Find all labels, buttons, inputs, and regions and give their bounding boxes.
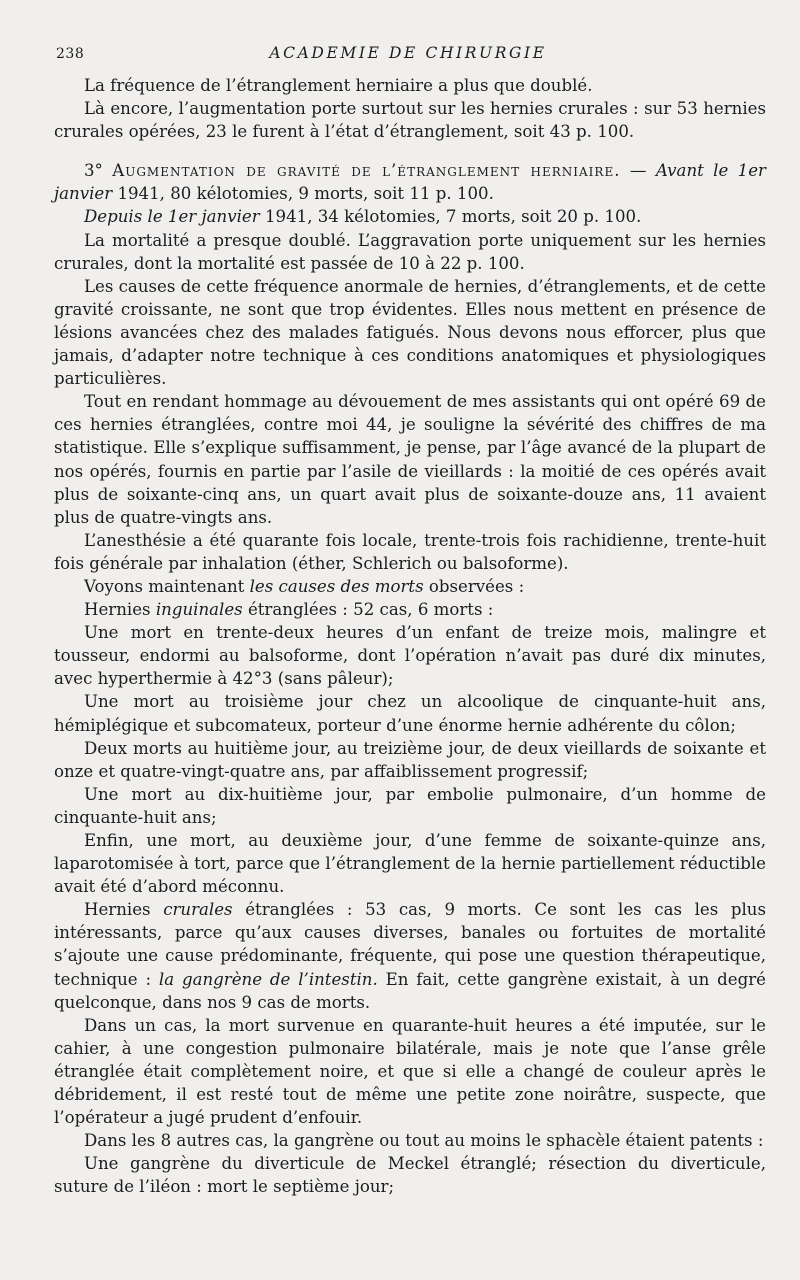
- paragraph: [54, 575, 766, 598]
- text-segment: Tout en rendant hommage au dévouement de mes assistants qui ont opéré 69 de ces hernies étranglées, contre moi 44, je souligne la sévérité des chiffres de ma statistique. Elle s’explique suffisamment, je pense, par l’âge avancé de la plupart de nos opérés, fournis en partie par l’asile de vieillards : la moitié de ces opérés avait plus de soixante-cinq ans, un quart avait plus de soixante-douze ans, 11 avaient plus de quatre-vingts ans.: [54, 392, 766, 527]
- text-segment: observées :: [423, 576, 525, 596]
- text-segment: Depuis le 1er janvier: [84, 207, 260, 227]
- text-segment: Voyons maintenant: [84, 576, 250, 596]
- text-segment: 1941, 34 kélotomies, 7 morts, soit 20 p. 100.: [259, 207, 642, 227]
- paragraph: [54, 598, 766, 621]
- text-segment: crurales: [163, 900, 233, 920]
- text-segment: Les causes de cette fréquence anormale de hernies, d’étranglements, et de cette gravité croissante, ne sont que trop évidentes. Elles nous mettent en présence de lésions avancées chez des malades fatigués. Nous devons nous efforcer, plus que jamais, d’adapter notre technique à ces conditions anatomiques et physiologiques particulières.: [54, 276, 766, 389]
- paragraph: [54, 1014, 766, 1129]
- text-segment: Enfin, une mort, au deuxième jour, d’une femme de soixante-quinze ans, laparotomisée à tort, parce que l’étranglement de la hernie partiellement réductible avait été d’abord méconnu.: [54, 831, 766, 897]
- paragraph: [54, 205, 766, 228]
- paragraph: [54, 1129, 766, 1152]
- page-number: 238: [56, 46, 85, 62]
- paragraph: [54, 74, 766, 97]
- text-segment: En fait, cette gangrène existait, à un degré quelconque, dans nos 9 cas de morts.: [54, 969, 767, 1012]
- text-segment: 3°: [84, 161, 113, 181]
- paragraph: [54, 1152, 766, 1198]
- paragraph: [54, 690, 766, 736]
- paragraph: [54, 97, 766, 143]
- text-segment: Dans un cas, la mort survenue en quarante-huit heures a été imputée, sur le cahier, à une congestion pulmonaire bilatérale, mais je note que l’anse grêle étranglée était complètement noire, et que si elle a changé de couleur après le débridement, il est resté tout de même une petite zone noirâtre, suspecte, que l’opérateur a jugé prudent d’enfouir.: [54, 1015, 766, 1128]
- page-header: [56, 44, 760, 64]
- text-segment: Une mort au troisième jour chez un alcoolique de cinquante-huit ans, hémiplégique et subcomateux, porteur d’une énorme hernie adhérente du côlon;: [54, 692, 766, 735]
- text-segment: —: [620, 161, 656, 181]
- text-segment: Deux morts au huitième jour, au treizième jour, de deux vieillards de soixante et onze et quatre-vingt-quatre ans, par affaiblissement progressif;: [54, 738, 766, 781]
- paragraph: [54, 529, 766, 575]
- text-segment: Augmentation de gravité de l’étranglement herniaire.: [112, 161, 621, 181]
- paragraph: [54, 737, 766, 783]
- text-segment: La mortalité a presque doublé. L’aggravation porte uniquement sur les hernies crurales, dont la mortalité est passée de 10 à 22 p. 100.: [54, 230, 766, 273]
- text-segment: 1941, 80 kélotomies, 9 morts, soit 11 p. 100.: [112, 184, 494, 204]
- text-segment: Une mort au dix-huitième jour, par embolie pulmonaire, d’un homme de cinquante-huit ans;: [54, 784, 766, 827]
- text-segment: étranglées : 53 cas, 9 morts. Ce sont les cas les plus intéressants, parce qu’aux causes diverses, banales ou fortuites de mortalité s’ajoute une cause prédominante, fréquente, qui pose une question thérapeutique, technique :: [54, 900, 766, 989]
- text-segment: Une mort en trente-deux heures d’un enfant de treize mois, malingre et tousseur, endormi au balsoforme, dont l’opération n’avait pas duré dix minutes, avec hyperthermie à 42°3 (sans pâleur);: [54, 623, 766, 689]
- paragraph: [54, 390, 766, 529]
- body-text: [54, 74, 766, 1199]
- paragraph: [54, 621, 766, 690]
- paragraph: [54, 229, 766, 275]
- text-segment: étranglées : 52 cas, 6 morts :: [242, 600, 494, 620]
- running-title: ACADEMIE DE CHIRURGIE: [269, 44, 547, 62]
- paragraph: [54, 829, 766, 898]
- text-segment: Dans les 8 autres cas, la gangrène ou tout au moins le sphacèle étaient patents :: [84, 1131, 764, 1151]
- text-segment: Hernies: [84, 900, 164, 920]
- paragraph: [54, 275, 766, 390]
- text-segment: inguinales: [155, 600, 243, 620]
- text-segment: les causes des morts: [249, 576, 424, 596]
- text-segment: La fréquence de l’étranglement herniaire a plus que doublé.: [84, 76, 593, 95]
- text-segment: Avant le 1er janvier: [54, 161, 766, 204]
- section-heading-paragraph: [54, 159, 766, 205]
- text-segment: Une gangrène du diverticule de Meckel étranglé; résection du diverticule, suture de l’iléon : mort le septième jour;: [54, 1154, 766, 1197]
- text-segment: Hernies: [84, 600, 156, 620]
- paragraph: [54, 783, 766, 829]
- text-segment: Là encore, l’augmentation porte surtout sur les hernies crurales : sur 53 hernies crurales opérées, 23 le furent à l’état d’étranglement, soit 43 p. 100.: [54, 99, 766, 142]
- text-segment: la gangrène de l’intestin.: [158, 969, 378, 989]
- text-segment: L’anesthésie a été quarante fois locale, trente-trois fois rachidienne, trente-huit fois générale par inhalation (éther, Schlerich ou balsoforme).: [54, 530, 766, 573]
- paragraph: [54, 898, 766, 1013]
